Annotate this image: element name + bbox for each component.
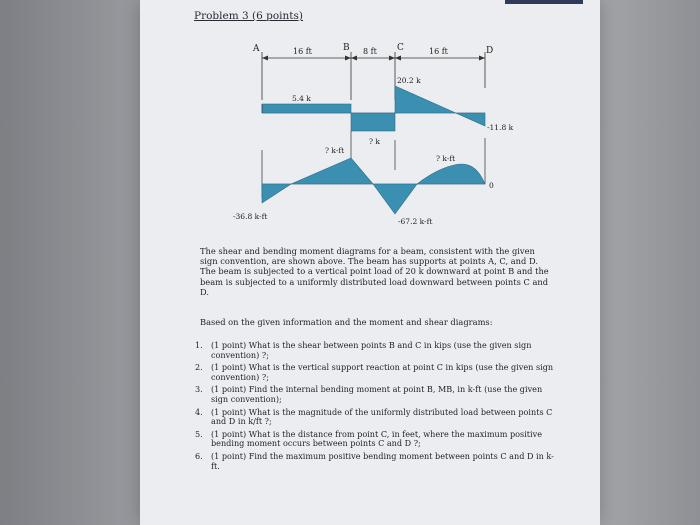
shear-ab-block bbox=[262, 104, 351, 113]
dimension-arrow-b-right bbox=[351, 56, 357, 61]
moment-cd-unknown: ? k-ft bbox=[436, 154, 456, 163]
description-paragraph: The shear and bending moment diagrams for a beam, consistent with the given sign convention, are shown above. The beam has supports at points A, C, and D. The beam is subjected to a vertical point load of 20 k downward at point B and the beam is subjected to a uniformly distributed load downward between points C and D. bbox=[200, 246, 549, 297]
point-c-label: C bbox=[397, 43, 404, 53]
moment-ab-negative bbox=[262, 184, 291, 203]
question-text: (1 point) Find the maximum positive bending moment between points C and D in k-ft. bbox=[211, 450, 554, 471]
question-item bbox=[195, 341, 555, 360]
question-number: 6. bbox=[195, 450, 203, 461]
point-b-label: B bbox=[343, 43, 350, 53]
question-text: (1 point) What is the shear between points B and C in kips (use the given sign convention) ?; bbox=[211, 340, 532, 360]
moment-a-value: -36.8 k-ft bbox=[233, 212, 268, 221]
moment-c-value: -67.2 k-ft bbox=[398, 217, 433, 226]
moment-cd-positive bbox=[417, 164, 485, 184]
dimension-arrow-c-right bbox=[395, 56, 401, 61]
question-item bbox=[195, 408, 555, 427]
question-item bbox=[195, 430, 555, 449]
span-cd-label: 16 ft bbox=[429, 47, 448, 56]
questions-list bbox=[195, 341, 555, 474]
moment-d-zero: 0 bbox=[489, 181, 494, 190]
question-number: 4. bbox=[195, 406, 203, 417]
span-ab-label: 16 ft bbox=[293, 47, 312, 56]
question-item bbox=[195, 385, 555, 404]
question-item bbox=[195, 363, 555, 382]
moment-ab-positive bbox=[291, 158, 373, 184]
problem-title: Problem 3 (6 points) bbox=[194, 10, 303, 22]
shear-bc-unknown: ? k bbox=[369, 137, 380, 146]
shear-moment-diagram bbox=[140, 0, 600, 245]
dimension-arrow-a bbox=[262, 56, 268, 61]
problem-description bbox=[200, 246, 550, 297]
moment-bc-negative bbox=[373, 184, 417, 214]
shear-bc-block bbox=[351, 113, 395, 131]
shear-d-value: -11.8 k bbox=[487, 123, 514, 132]
shear-ab-value: 5.4 k bbox=[292, 94, 311, 103]
dimension-arrow-d bbox=[479, 56, 485, 61]
question-text: (1 point) What is the distance from point C, in feet, where the maximum positive bending moment occurs between points C and D ?; bbox=[211, 428, 542, 449]
dimension-arrow-b-left bbox=[345, 56, 351, 61]
desk-background-left bbox=[0, 0, 150, 525]
question-number: 2. bbox=[195, 362, 203, 373]
question-text: (1 point) What is the vertical support reaction at point C in kips (use the given sign convention) ?; bbox=[211, 362, 554, 382]
question-number: 3. bbox=[195, 384, 203, 395]
shear-cd-triangle bbox=[395, 86, 485, 126]
question-text: (1 point) What is the magnitude of the uniformly distributed load between points C and D in k/ft ?; bbox=[211, 406, 553, 427]
exam-sheet bbox=[140, 0, 600, 525]
question-text: (1 point) Find the internal bending moment at point B, MB, in k-ft (use the given sign convention); bbox=[211, 384, 543, 404]
question-item bbox=[195, 452, 555, 471]
dimension-arrow-c-left bbox=[389, 56, 395, 61]
question-number: 5. bbox=[195, 428, 203, 439]
questions-intro: Based on the given information and the moment and shear diagrams: bbox=[200, 317, 493, 327]
moment-b-unknown: ? k-ft bbox=[325, 146, 345, 155]
span-bc-label: 8 ft bbox=[363, 47, 377, 56]
question-number: 1. bbox=[195, 340, 203, 350]
point-d-label: D bbox=[486, 46, 494, 56]
point-a-label: A bbox=[253, 44, 260, 54]
shear-c-value: 20.2 k bbox=[397, 76, 421, 85]
